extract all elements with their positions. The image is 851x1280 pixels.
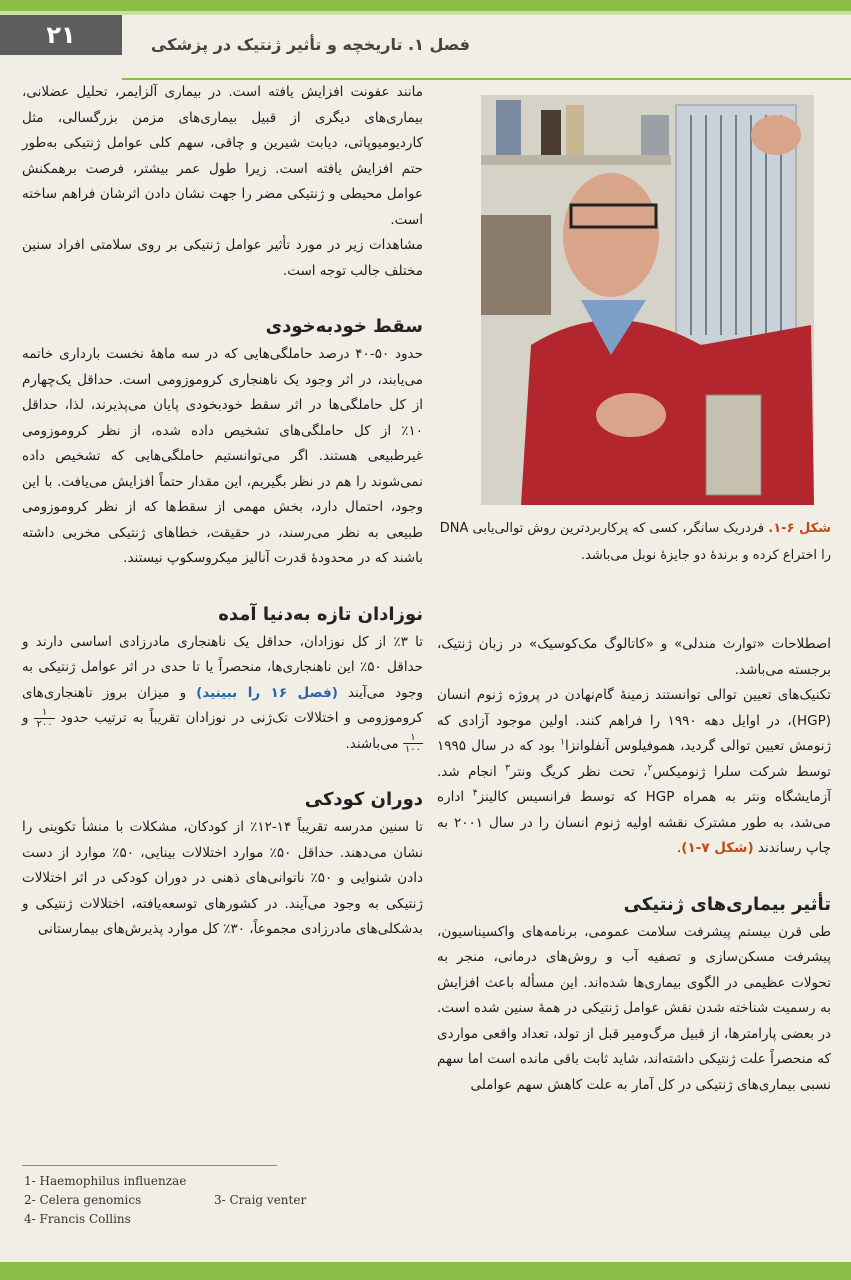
footnote-row-1: [24, 1172, 364, 1191]
p2-part-b: بود که در سال ۱۹۹۵ توسط شرکت سلرا ژنومیکس: [437, 738, 831, 780]
footnote-4: 4- Francis Collins: [24, 1212, 131, 1226]
figure-7-1-reference[interactable]: (شکل ۷-۱): [681, 840, 754, 856]
footnote-row-2: [24, 1191, 364, 1210]
heading-newborn: نوزادان تازه به‌دنیا آمده: [218, 603, 423, 625]
left-column: [22, 80, 423, 943]
footnote-row-3: [24, 1210, 364, 1229]
intro-paragraph-2: مشاهدات زیر در مورد تأثیر عوامل ژنتیکی بر روی سلامتی افراد سنین مختلف جالب توجه است.: [22, 237, 423, 279]
p2-part-c: ، تحت نظر کریگ ونتر: [510, 763, 648, 780]
chapter-16-reference[interactable]: (فصل ۱۶ را ببینید): [196, 684, 338, 701]
frac1-denominator: ۲۰۰: [36, 718, 53, 730]
bottom-color-stripe: [0, 1262, 851, 1280]
figure-label: شکل ۶-۱.: [768, 521, 831, 536]
fraction-one-over-100: [403, 732, 423, 755]
heading-impact: تأثیر بیماری‌های ژنتیکی: [623, 893, 831, 915]
footnote-divider: [22, 1165, 277, 1166]
childhood-paragraph: تا سنین مدرسه تقریباً ۱۴-۱۲٪ از کودکان، مشکلات با منشأ تکوینی را نشان می‌دهند. حداقل ۵۰٪ موارد اختلالات بینایی، ۵۰٪ موارد از دست دادن شنوایی و ۵۰٪ ناتوانی‌های ذهنی در دوران کودکی در اثر اختلالات ژنتیکی به وجود می‌آیند. در کشورهای توسعه‌یافته، اختلالات ژنتیکی و بدشکلی‌های مادرزادی مجموعاً، ۳۰٪ کل موارد پذیرش‌های بیمارستانی: [22, 819, 423, 937]
impact-paragraph: طی قرن بیستم پیشرفت سلامت عمومی، برنامه‌های واکسیناسیون، پیشرفت مسکن‌سازی و تصفیه آب و روش‌های درمانی، منجر به تحولات عظیمی در الگوی بیماری‌ها شده‌اند. این مسأله باعث افزایش به رسمیت شناخته شدن نقش عوامل ژنتیکی در همهٔ سنین شده است. در بعضی پارامترها، از قبیل مرگ‌ومیر قبل از تولد، تعداد واقعی مواردی که منحصراً علت ژنتیکی داشته‌اند، شاید ثابت باقی مانده است اما سهم نسبی بیماری‌های ژنتیکی در کل آمار به علت کاهش سهم عواملی: [437, 923, 831, 1093]
heading-miscarriage: سقط خودبه‌خودی: [265, 316, 423, 337]
footnote-ref-2: ۲: [647, 763, 653, 773]
figure-caption-text: فردریک سانگر، کسی که پرکاربردترین روش توالی‌یابی DNA را اختراع کرده و برندهٔ دو جایزهٔ نوبل می‌باشد.: [439, 521, 831, 563]
footnote-2: 2- Celera genomics: [24, 1193, 142, 1207]
frac2-numerator: ۱: [403, 732, 423, 744]
p2-end: .: [676, 840, 682, 856]
newborn-text-2: و میزان بروز ناهنجاری‌های کروموزومی و اختلالات تک‌ژنی در نوزادان تقریباً به ترتیب حدود: [22, 684, 423, 726]
figure-caption: [437, 515, 831, 569]
right-paragraph-2: [437, 683, 831, 862]
frac1-numerator: ۱: [34, 707, 54, 719]
fraction-one-over-200: [34, 707, 54, 730]
heading-childhood: دوران کودکی: [304, 789, 423, 810]
page-number: ۲۱: [0, 15, 122, 55]
footnotes: [24, 1172, 364, 1229]
frac2-denominator: ۱۰۰: [404, 744, 421, 755]
footnote-ref-1: ۱: [560, 737, 565, 748]
right-paragraph-1: اصطلاحات «توارث مندلی» و «کاتالوگ مک‌کوسیک» در زبان ژنتیک، برجسته می‌باشد.: [437, 636, 831, 678]
top-color-stripe: [0, 0, 851, 11]
chapter-title: فصل ۱. تاریخچه و تأثیر ژنتیک در پزشکی: [150, 34, 470, 54]
newborn-text-3: می‌باشند.: [345, 735, 399, 752]
footnote-ref-4: ۴: [472, 788, 478, 799]
miscarriage-paragraph: حدود ۵۰-۴۰ درصد حاملگی‌هایی که در سه ماههٔ نخست بارداری خاتمه می‌یابند، در اثر وجود یک ناهنجاری کروموزومی است. حداقل یک‌چهارم از کل حاملگی‌ها در اثر سقط خودبخودی پایان می‌پذیرند، لذا، حداقل ۱۰٪ از کل حاملگی‌های تشخیص داده شده، از نظر کروموزومی غیرطبیعی هستند. اگر می‌توانستیم حاملگی‌هایی که تشخیص داده نمی‌شوند را هم در نظر بگیریم، این مقدار حتماً افزایش می‌یافت. با این وجود، احتمال دارد، بخش مهمی از سقط‌ها که از نظر کروموزومی طبیعی به نظر می‌رسند، در حقیقت، خطاهای ژنتیکی مخربی داشته باشند که در محدودهٔ قدرت آنالیز میکروسکوپ نیستند.: [22, 346, 423, 566]
p2-part-e: اداره می‌شد، به طور مشترک نقشه اولیه ژنوم انسان را در سال ۲۰۰۱ به چاپ رساندند: [437, 789, 831, 856]
footnote-3: 3- Craig venter: [214, 1193, 307, 1207]
footnote-ref-3: ۳: [505, 763, 511, 773]
footnote-1: 1- Haemophilus influenzae: [24, 1174, 187, 1188]
p2-part-a: تکنیک‌های تعیین توالی توانستند زمینهٔ گام‌نهادن در پروژه ژنوم انسان (HGP)، در اوایل دهه ۱۹۹۰ را فراهم کنند. اولین موجود آزادی که ژنومش تعیین توالی گردید، هموفیلوس آنفلوانزا: [437, 687, 831, 754]
newborn-paragraph: [22, 630, 423, 758]
right-column: [437, 632, 831, 1098]
p2-part-d: انجام شد. آزمایشگاه ونتر به همراه HGP که توسط فرانسیس کالینز: [437, 763, 831, 805]
top-light-stripe: [0, 11, 851, 15]
figure-photo-sanger: [481, 95, 814, 505]
intro-paragraph-1: مانند عفونت افزایش یافته است. در بیماری آلزایمر، تحلیل عضلانی، بیماری‌های دیگری از قبیل بیماری‌های مزمن بزرگسالی، مثل کاردیومیوپاتی، دیابت شیرین و چاقی، سهم کلی عوامل ژنتیکی به‌طور حتم افزایش یافته است. زیرا طول عمر بیشتر، فرصت برهمکنش عوامل محیطی و ژنتیکی مضر را جهت نشان دادن اثرشان فراهم ساخته است.: [22, 84, 423, 228]
fraction-and: و: [22, 710, 29, 726]
photo-illustration: [481, 95, 814, 505]
newborn-text-1: تا ۳٪ از کل نوزادان، حداقل یک ناهنجاری مادرزادی اساسی دارند و حداقل ۵۰٪ این ناهنجاری‌ها، منحصراً یا تا حدی در اثر عوامل ژنتیکی به وجود می‌آیند: [22, 633, 424, 701]
